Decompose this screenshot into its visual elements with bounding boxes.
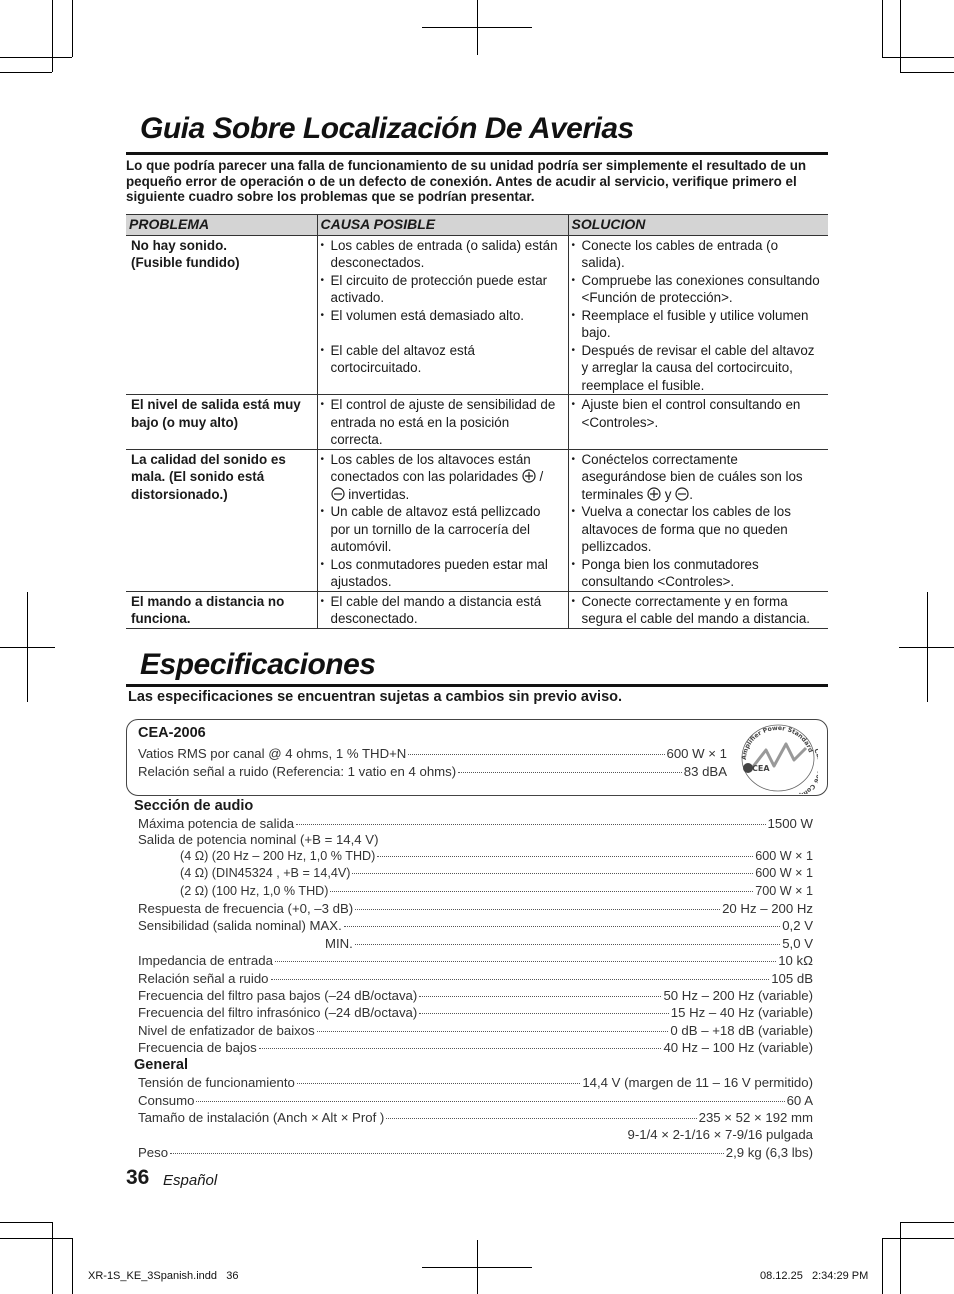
spec-label: Tamaño de instalación (Anch × Alt × Prof ) [138, 1110, 385, 1125]
spec-label: Sensibilidad (salida nominal) MAX. [138, 918, 342, 933]
spec-value: 2,9 kg (6,3 lbs) [725, 1145, 813, 1160]
badge-top-text: Amplifier Power Standard [740, 724, 814, 761]
spec-label: Impedancia de entrada [138, 953, 273, 968]
spec-value: 600 W × 1 [755, 849, 813, 863]
list-item: • Compruebe las conexiones consultando <Función de protección>. [574, 272, 824, 307]
spec-row [138, 901, 813, 916]
spec-label: Relación señal a ruido [138, 971, 269, 986]
problem-cell: La calidad del sonido es mala. (El sonido está distorsionado.) [126, 449, 317, 591]
spec-label: Tensión de funcionamiento [138, 1075, 295, 1090]
spec-label: Frecuencia del filtro infrasónico (–24 dB/octava) [138, 1005, 418, 1020]
solution-cell [568, 235, 828, 395]
cause-cell [317, 591, 568, 628]
problem-text: (Fusible fundido) [131, 255, 240, 270]
spec-label: Consumo [138, 1093, 195, 1108]
list-item: • Vuelva a conectar los cables de los altavoces de forma que no queden pellizcados. [574, 503, 824, 556]
list-item: • El cable del altavoz está cortocircuitado. [323, 342, 563, 377]
spec-row [138, 918, 813, 933]
spec-row [138, 816, 813, 831]
spec-row [138, 764, 727, 779]
specs-rule [126, 684, 828, 687]
table-row [126, 449, 828, 591]
list-item: • El cable del mando a distancia está desconectado. [323, 593, 563, 628]
spec-row [180, 884, 813, 898]
title-rule [126, 152, 828, 155]
solution-cell [568, 449, 828, 591]
list-item: • Ajuste bien el control consultando en <Controles>. [574, 396, 824, 431]
spec-value: 20 Hz – 200 Hz [722, 901, 813, 916]
badge-bottom-text: Com [800, 782, 817, 794]
spec-value: 60 A [786, 1093, 813, 1108]
spec-value: 700 W × 1 [755, 884, 813, 898]
spec-row [138, 746, 727, 761]
spec-value: 600 W × 1 [666, 746, 727, 761]
spec-label: Máxima potencia de salida [138, 816, 295, 831]
spec-row [138, 971, 813, 986]
list-item: • Los cables de entrada (o salida) están desconectados. [323, 237, 563, 272]
spec-row [180, 849, 813, 863]
spec-row [138, 1110, 813, 1125]
spec-row [138, 1040, 813, 1055]
minus-terminal-icon [675, 487, 689, 502]
troubleshooting-intro: Lo que podría parecer una falla de funcionamiento de su unidad podría ser simplemente el resultado de un pequeño error de operación o de un defecto de conexión. Antes de acudir al servicio, verifique primero el siguiente cuadro sobre los problemas que se podrían presentar. [126, 158, 807, 205]
spec-row [138, 988, 813, 1003]
problem-cell [126, 235, 317, 395]
list-item: • El control de ajuste de sensibilidad de entrada no está en la posición correcta. [323, 396, 563, 449]
footer-file: XR-1S_KE_3Spanish.indd 36 [88, 1270, 239, 1282]
spec-row [138, 1145, 813, 1160]
spec-value: 235 × 52 × 192 mm [698, 1110, 813, 1125]
spec-row [325, 936, 813, 951]
table-row [126, 591, 828, 628]
list-item: • Un cable de altavoz está pellizcado por un tornillo de la carrocería del automóvil. [323, 503, 563, 556]
spec-label: Salida de potencia nominal (+B = 14,4 V) [138, 832, 379, 847]
solution-text: y [664, 486, 672, 502]
problem-cell: El mando a distancia no funciona. [126, 591, 317, 628]
table-row [126, 395, 828, 450]
specs-note: Las especificaciones se encuentran sujetas a cambios sin previo aviso. [128, 689, 623, 705]
spec-value: 600 W × 1 [755, 866, 813, 880]
spec-value: 0,2 V [782, 918, 813, 933]
spec-value: 40 Hz – 100 Hz (variable) [663, 1040, 813, 1055]
spec-row [138, 832, 378, 847]
spec-value: 105 dB [771, 971, 813, 986]
spec-value: 50 Hz – 200 Hz (variable) [663, 988, 813, 1003]
spec-value: 15 Hz – 40 Hz (variable) [670, 1005, 813, 1020]
problem-text: No hay sonido. [131, 237, 227, 253]
list-item: • Reemplace el fusible y utilice volumen bajo. [574, 307, 824, 342]
spec-label: Frecuencia de bajos [138, 1040, 257, 1055]
header-cause: CAUSA POSIBLE [317, 215, 568, 236]
spec-label: Relación señal a ruido (Referencia: 1 vatio en 4 ohms) [138, 764, 457, 779]
spec-label: Frecuencia del filtro pasa bajos (–24 dB/octava) [138, 988, 418, 1003]
spec-label: MIN. [325, 936, 353, 951]
footer-timestamp: 08.12.25 2:34:29 PM [760, 1270, 869, 1282]
cause-cell [317, 395, 568, 450]
spec-row [180, 866, 813, 880]
spec-label: (4 Ω) (DIN45324 , +B = 14,4V) [180, 866, 351, 880]
list-item: • Conecte los cables de entrada (o salida). [574, 237, 824, 272]
plus-terminal-icon [522, 469, 536, 484]
table-row [126, 235, 828, 395]
spec-value: 1500 W [767, 816, 813, 831]
list-item: • Después de revisar el cable del altavoz y arreglar la causa del cortocircuito, reemplace el fusible. [574, 342, 824, 395]
audio-heading: Sección de audio [134, 798, 254, 814]
page-language: Español [163, 1172, 218, 1189]
spec-label: Vatios RMS por canal @ 4 ohms, 1 % THD+N [138, 746, 407, 761]
list-item: • Conecte correctamente y en forma segura el cable del mando a distancia. [574, 593, 824, 628]
solution-cell [568, 591, 828, 628]
specs-title: Especificaciones [140, 648, 376, 681]
spec-value: 5,0 V [782, 936, 813, 951]
spec-row [138, 1127, 813, 1142]
cause-text: Los cables de los altavoces están conectados con las polaridades [330, 451, 531, 484]
spec-row [138, 1093, 813, 1108]
header-problem: PROBLEMA [126, 215, 317, 236]
spec-label: (2 Ω) (100 Hz, 1,0 % THD) [180, 884, 329, 898]
spec-label: Nivel de enfatizador de baixos [138, 1023, 315, 1038]
general-heading: General [134, 1057, 188, 1073]
table-header-row [126, 215, 828, 236]
list-item: • Los cables de los altavoces están conectados con las polaridades / invertidas. [323, 451, 563, 504]
cause-cell [317, 235, 568, 395]
cea-heading: CEA-2006 [138, 725, 206, 741]
spec-label: (4 Ω) (20 Hz – 200 Hz, 1,0 % THD) [180, 849, 376, 863]
badge-logo-text: CEA [752, 764, 770, 773]
troubleshooting-title: Guia Sobre Localización De Averias [140, 112, 634, 145]
solution-text: Conéctelos correctamente asegurándose bien de cuáles son los terminales [581, 451, 803, 502]
list-item: • El volumen está demasiado alto. [323, 307, 563, 325]
cause-text: invertidas. [348, 486, 410, 502]
spec-value: 83 dBA [683, 764, 727, 779]
page-number: 36 [126, 1166, 150, 1189]
header-solution: SOLUCION [568, 215, 828, 236]
troubleshooting-table [126, 214, 828, 629]
spec-row [138, 1005, 813, 1020]
spec-value: 14,4 V (margen de 11 – 16 V permitido) [582, 1075, 813, 1090]
problem-cell: El nivel de salida está muy bajo (o muy alto) [126, 395, 317, 450]
cause-cell [317, 449, 568, 591]
spec-row [138, 1023, 813, 1038]
spec-row [138, 1075, 813, 1090]
list-item: • Ponga bien los conmutadores consultando <Controles>. [574, 556, 824, 591]
solution-cell [568, 395, 828, 450]
spec-value: 9-1/4 × 2-1/16 × 7-9/16 pulgada [627, 1127, 813, 1142]
spec-label: Peso [138, 1145, 169, 1160]
spec-label: Respuesta de frecuencia (+0, –3 dB) [138, 901, 354, 916]
spec-row [138, 953, 813, 968]
list-item: • Los conmutadores pueden estar mal ajustados. [323, 556, 563, 591]
plus-terminal-icon [647, 487, 661, 502]
cea-compliant-badge [736, 720, 818, 794]
minus-terminal-icon [331, 487, 345, 502]
list-item: • Conéctelos correctamente asegurándose bien de cuáles son los terminales y . [574, 451, 824, 504]
list-item: • El circuito de protección puede estar activado. [323, 272, 563, 307]
spec-value: 0 dB – +18 dB (variable) [670, 1023, 813, 1038]
spec-value: 10 kΩ [778, 953, 813, 968]
